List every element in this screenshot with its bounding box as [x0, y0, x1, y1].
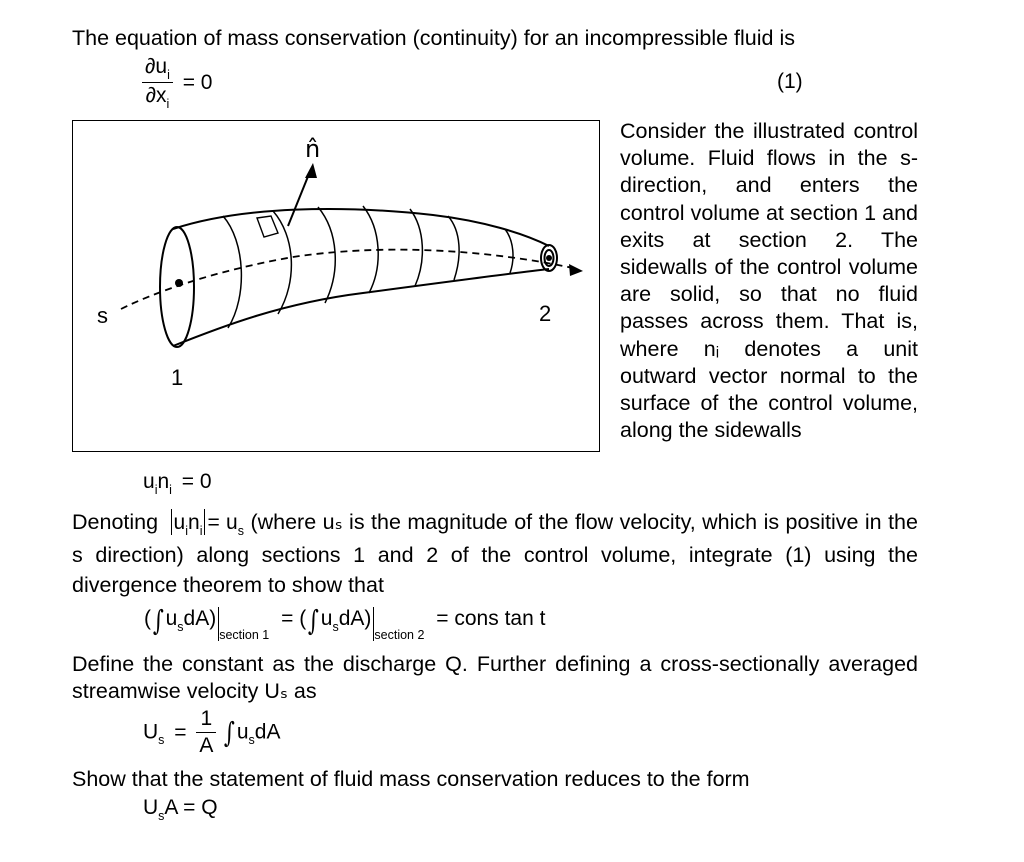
normal-arrowhead	[305, 163, 317, 178]
intro-text: The equation of mass conservation (continuity) for an incompressible fluid is	[72, 26, 795, 50]
section-1-centroid	[175, 279, 183, 287]
define-paragraph: Define the constant as the discharge Q. Further defining a cross-sectionally averaged streamwise velocity Uₛ as	[72, 652, 918, 704]
equation-number-1: (1)	[777, 70, 803, 93]
show-text: Show that the statement of fluid mass conservation reduces to the form	[72, 767, 750, 791]
streamline	[121, 250, 573, 309]
average-velocity-equation: $U_s$ = $\frac{1}{A}$ $\int u_sdA$	[143, 707, 281, 757]
section-2-label: 2	[539, 301, 552, 326]
section-1-label: 1	[171, 365, 184, 390]
sidewall-condition: $u_in_i = 0$	[143, 470, 212, 497]
normal-label: n̂	[305, 135, 321, 163]
surface-element	[257, 216, 278, 237]
streamline-arrowhead	[569, 264, 583, 276]
rib	[410, 209, 422, 286]
continuity-rhs: = 0	[182, 70, 213, 94]
section-2-centroid	[546, 255, 552, 261]
side-paragraph: Consider the illustrated control volume. Fluid flows in the s-direction, and enters the control volume at section 1 and exits at section 2. The sidewalls of the control volume are solid, so that no fluid passes across them. That is, where nᵢ denotes a unit outward vector normal to the surface of the control volume, along the sidewalls	[620, 119, 918, 443]
denoting-paragraph: Denoting $u_in_i = u_s$ (where uₛ is the magnitude of the flow velocity, which is positive in the s direction) along sections 1 and 2 of the control volume, integrate (1) using the divergence theorem to show that	[72, 510, 918, 597]
discharge-equation: $(\int u_sdA)_{section 1} = (\int u_sdA)_{section 2}$ = cons tan t	[144, 604, 546, 642]
rib	[318, 207, 335, 303]
mass-conservation-result: $U_sA = Q$	[143, 796, 218, 823]
continuity-equation	[142, 56, 212, 109]
rib	[448, 216, 459, 280]
control-volume-diagram	[73, 121, 601, 453]
rib	[505, 229, 513, 273]
tube-top-edge	[173, 209, 549, 246]
s-label: s	[97, 303, 108, 328]
magnitude-expression: $u_in_i = u_s$	[169, 511, 244, 534]
control-volume-figure	[72, 120, 600, 452]
tube-bottom-edge	[173, 269, 552, 346]
partial-fraction: $\frac{\partial u_i}{\partial x_i}$	[142, 56, 173, 109]
